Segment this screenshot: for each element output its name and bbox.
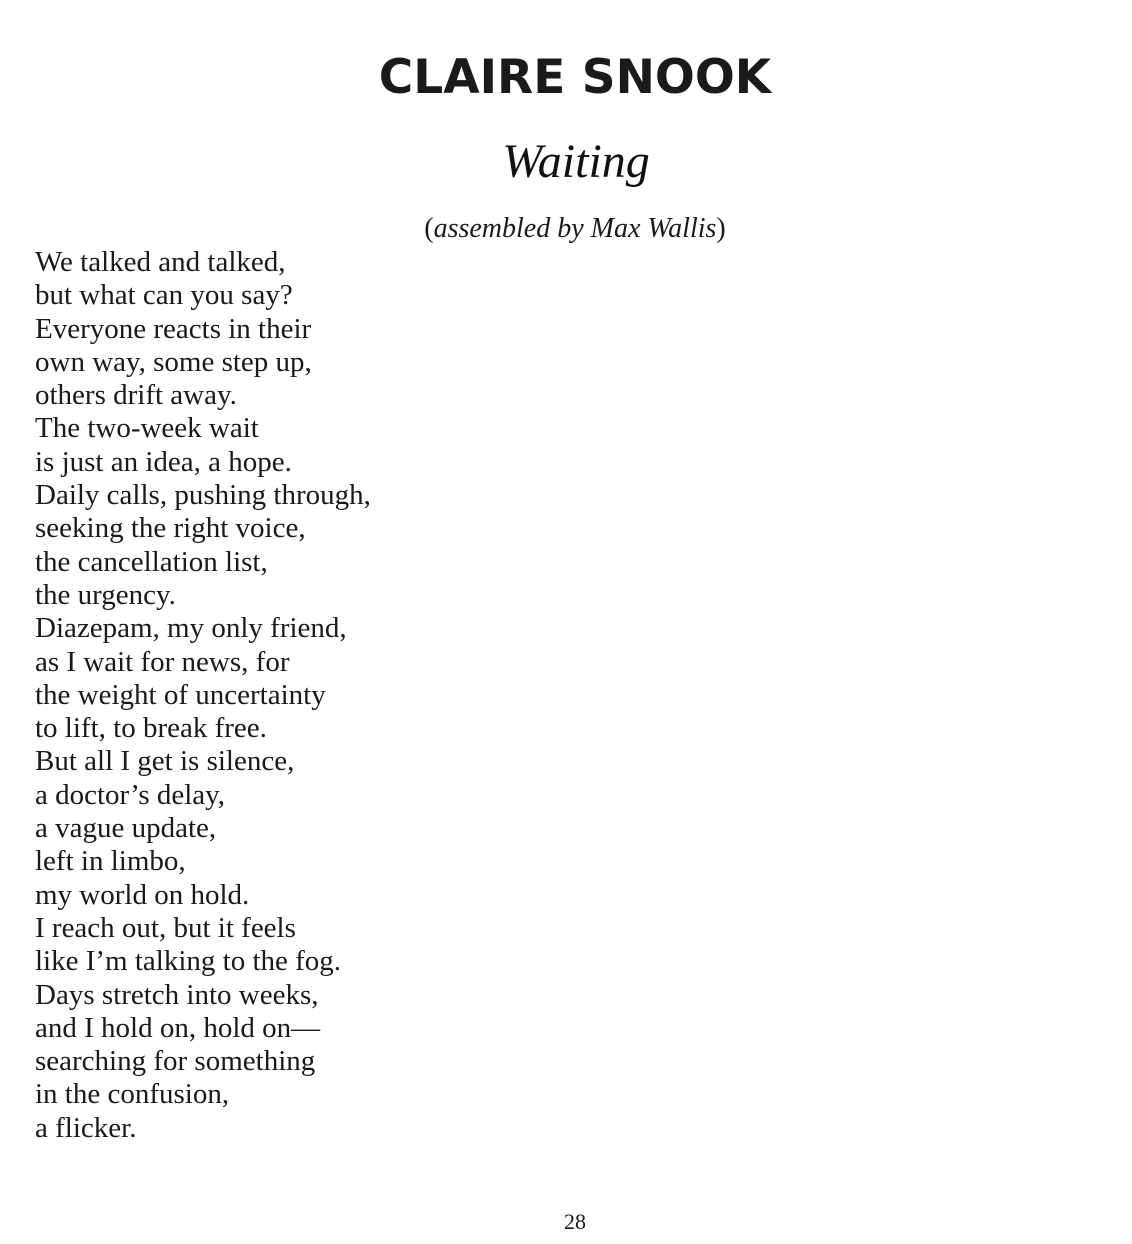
poem-line: Diazepam, my only friend,	[35, 612, 347, 645]
poem-line: in the confusion,	[35, 1078, 230, 1111]
poem-line: others drift away.	[35, 379, 237, 412]
poem-title: Waiting	[502, 135, 650, 188]
poem-line: is just an idea, a hope.	[35, 445, 292, 478]
poem-line: a doctor’s delay,	[35, 778, 226, 811]
author-name: CLAIRE SNOOK	[378, 50, 772, 105]
credit-text: assembled by Max Wallis	[433, 213, 717, 244]
poem-line: seeking the right voice,	[35, 512, 306, 545]
poem-line: and I hold on, hold on—	[35, 1011, 321, 1044]
poem-line: a flicker.	[35, 1111, 137, 1144]
credit-close-paren: )	[716, 213, 726, 244]
credit-open-paren: (	[424, 213, 434, 244]
poem-line: The two-week wait	[35, 412, 259, 445]
poem-line: Everyone reacts in their	[35, 312, 312, 345]
poem-line: Daily calls, pushing through,	[35, 479, 371, 512]
poem-line: Days stretch into weeks,	[35, 978, 319, 1011]
poem-line: but what can you say?	[35, 279, 293, 312]
poem-line: left in limbo,	[35, 845, 186, 878]
poem-line: my world on hold.	[35, 878, 250, 911]
poem-body	[35, 246, 371, 1145]
poem-line: searching for something	[35, 1045, 316, 1078]
assembled-by-credit	[0, 211, 1132, 247]
poem-line: We talked and talked,	[35, 246, 286, 278]
poem-line: the weight of uncertainty	[35, 678, 326, 711]
poem-line: like I’m talking to the fog.	[35, 945, 342, 978]
poem-line: to lift, to break free.	[35, 712, 267, 745]
poem-line: the urgency.	[35, 578, 176, 611]
poem-line: I reach out, but it feels	[35, 911, 296, 944]
poem-line: But all I get is silence,	[35, 745, 295, 778]
poem-line: a vague update,	[35, 812, 217, 845]
poem-line: as I wait for news, for	[35, 645, 290, 678]
poem-line: the cancellation list,	[35, 545, 268, 578]
poem-line: own way, some step up,	[35, 345, 312, 378]
page-number: 28	[564, 1209, 586, 1234]
